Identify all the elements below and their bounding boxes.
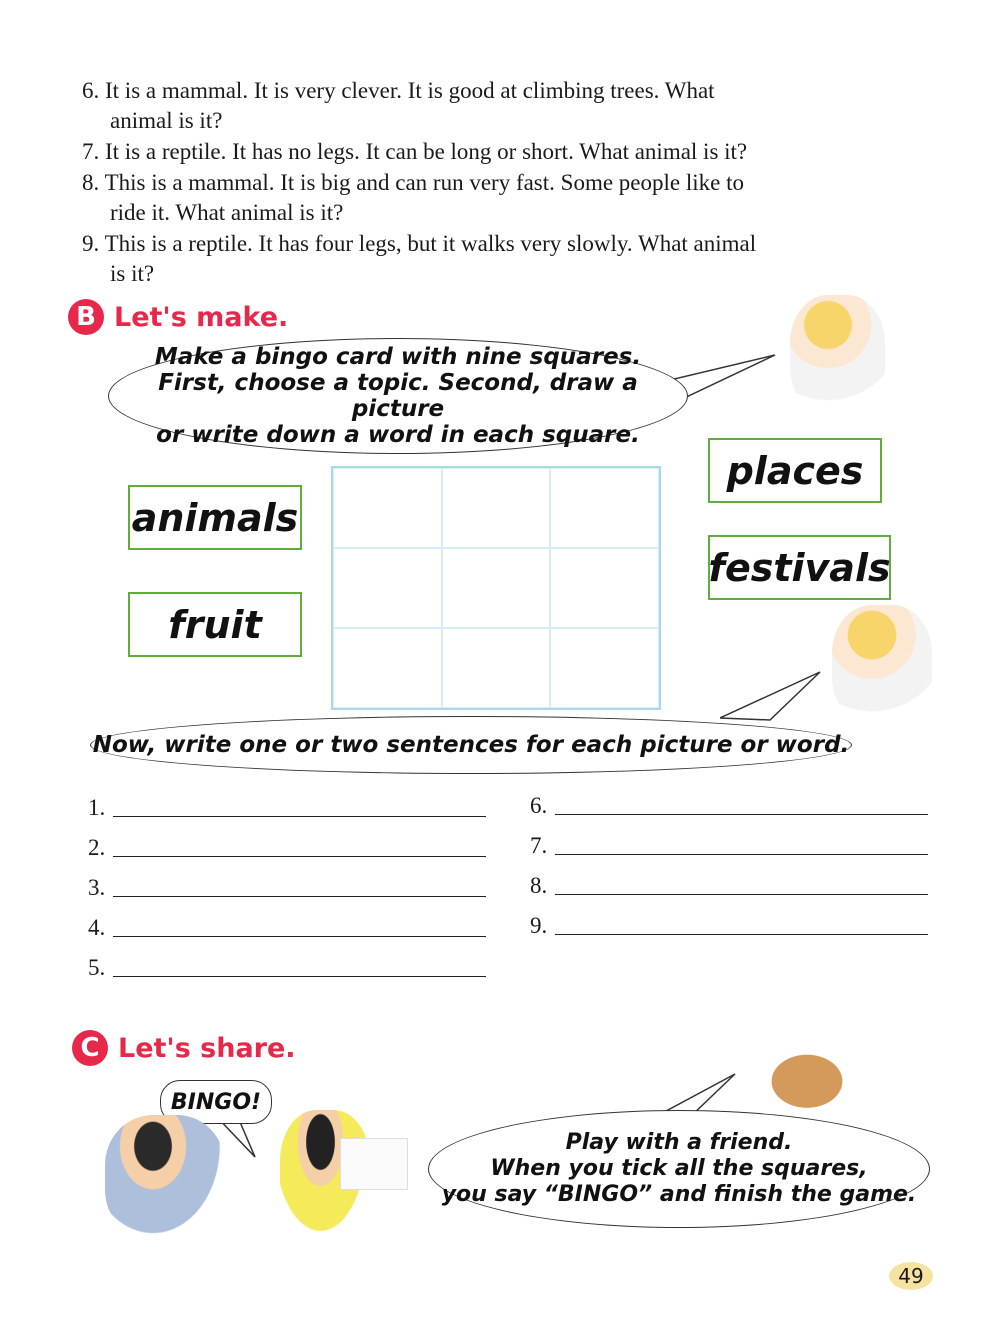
game-instruction-bubble: Play with a friend. When you tick all the squares, you say “BINGO” and finish the game.	[428, 1110, 930, 1228]
bingo-speech-bubble: BINGO!	[160, 1080, 272, 1124]
topic-fruit: fruit	[128, 592, 302, 657]
question-9: 9. This is a reptile. It has four legs, but it walks very slowly. What animal is it?	[82, 231, 757, 286]
page-number: 49	[889, 1262, 933, 1290]
answer-line-5[interactable]: 5.	[88, 955, 486, 981]
question-7: 7. It is a reptile. It has no legs. It can be long or short. What animal is it?	[82, 139, 748, 164]
answer-line-2[interactable]: 2.	[88, 835, 486, 861]
ticked-bingo-card-illustration	[340, 1138, 408, 1190]
bubble-tail	[720, 668, 830, 728]
topic-animals: animals	[128, 485, 302, 550]
dog-illustration	[752, 1040, 862, 1115]
prompt-bubble: Now, write one or two sentences for each picture or word.	[90, 716, 852, 774]
bingo-card-grid	[331, 466, 661, 710]
boy-illustration	[105, 1115, 225, 1240]
answer-line-4[interactable]: 4.	[88, 915, 486, 941]
topic-festivals: festivals	[708, 535, 891, 600]
section-letter-badge: B	[68, 299, 104, 335]
instruction-bubble: Make a bingo card with nine squares. First, choose a topic. Second, draw a picture or write down a word in each square.	[108, 338, 688, 454]
answer-line-9[interactable]: 9.	[530, 913, 928, 939]
topic-places: places	[708, 438, 882, 503]
section-letter-badge: C	[72, 1030, 108, 1066]
answer-line-1[interactable]: 1.	[88, 795, 486, 821]
section-c-heading: C Let's share.	[72, 1030, 296, 1066]
question-6: 6. It is a mammal. It is very clever. It is good at climbing trees. What animal is it?	[82, 78, 715, 133]
angel-illustration	[790, 295, 885, 415]
angel-illustration-2	[832, 605, 932, 725]
section-b-heading: B Let's make.	[68, 299, 288, 335]
answer-line-6[interactable]: 6.	[530, 793, 928, 819]
question-8: 8. This is a mammal. It is big and can run very fast. Some people like to ride it. What animal is it?	[82, 170, 744, 225]
answer-line-8[interactable]: 8.	[530, 873, 928, 899]
answer-line-7[interactable]: 7.	[530, 833, 928, 859]
answer-line-3[interactable]: 3.	[88, 875, 486, 901]
